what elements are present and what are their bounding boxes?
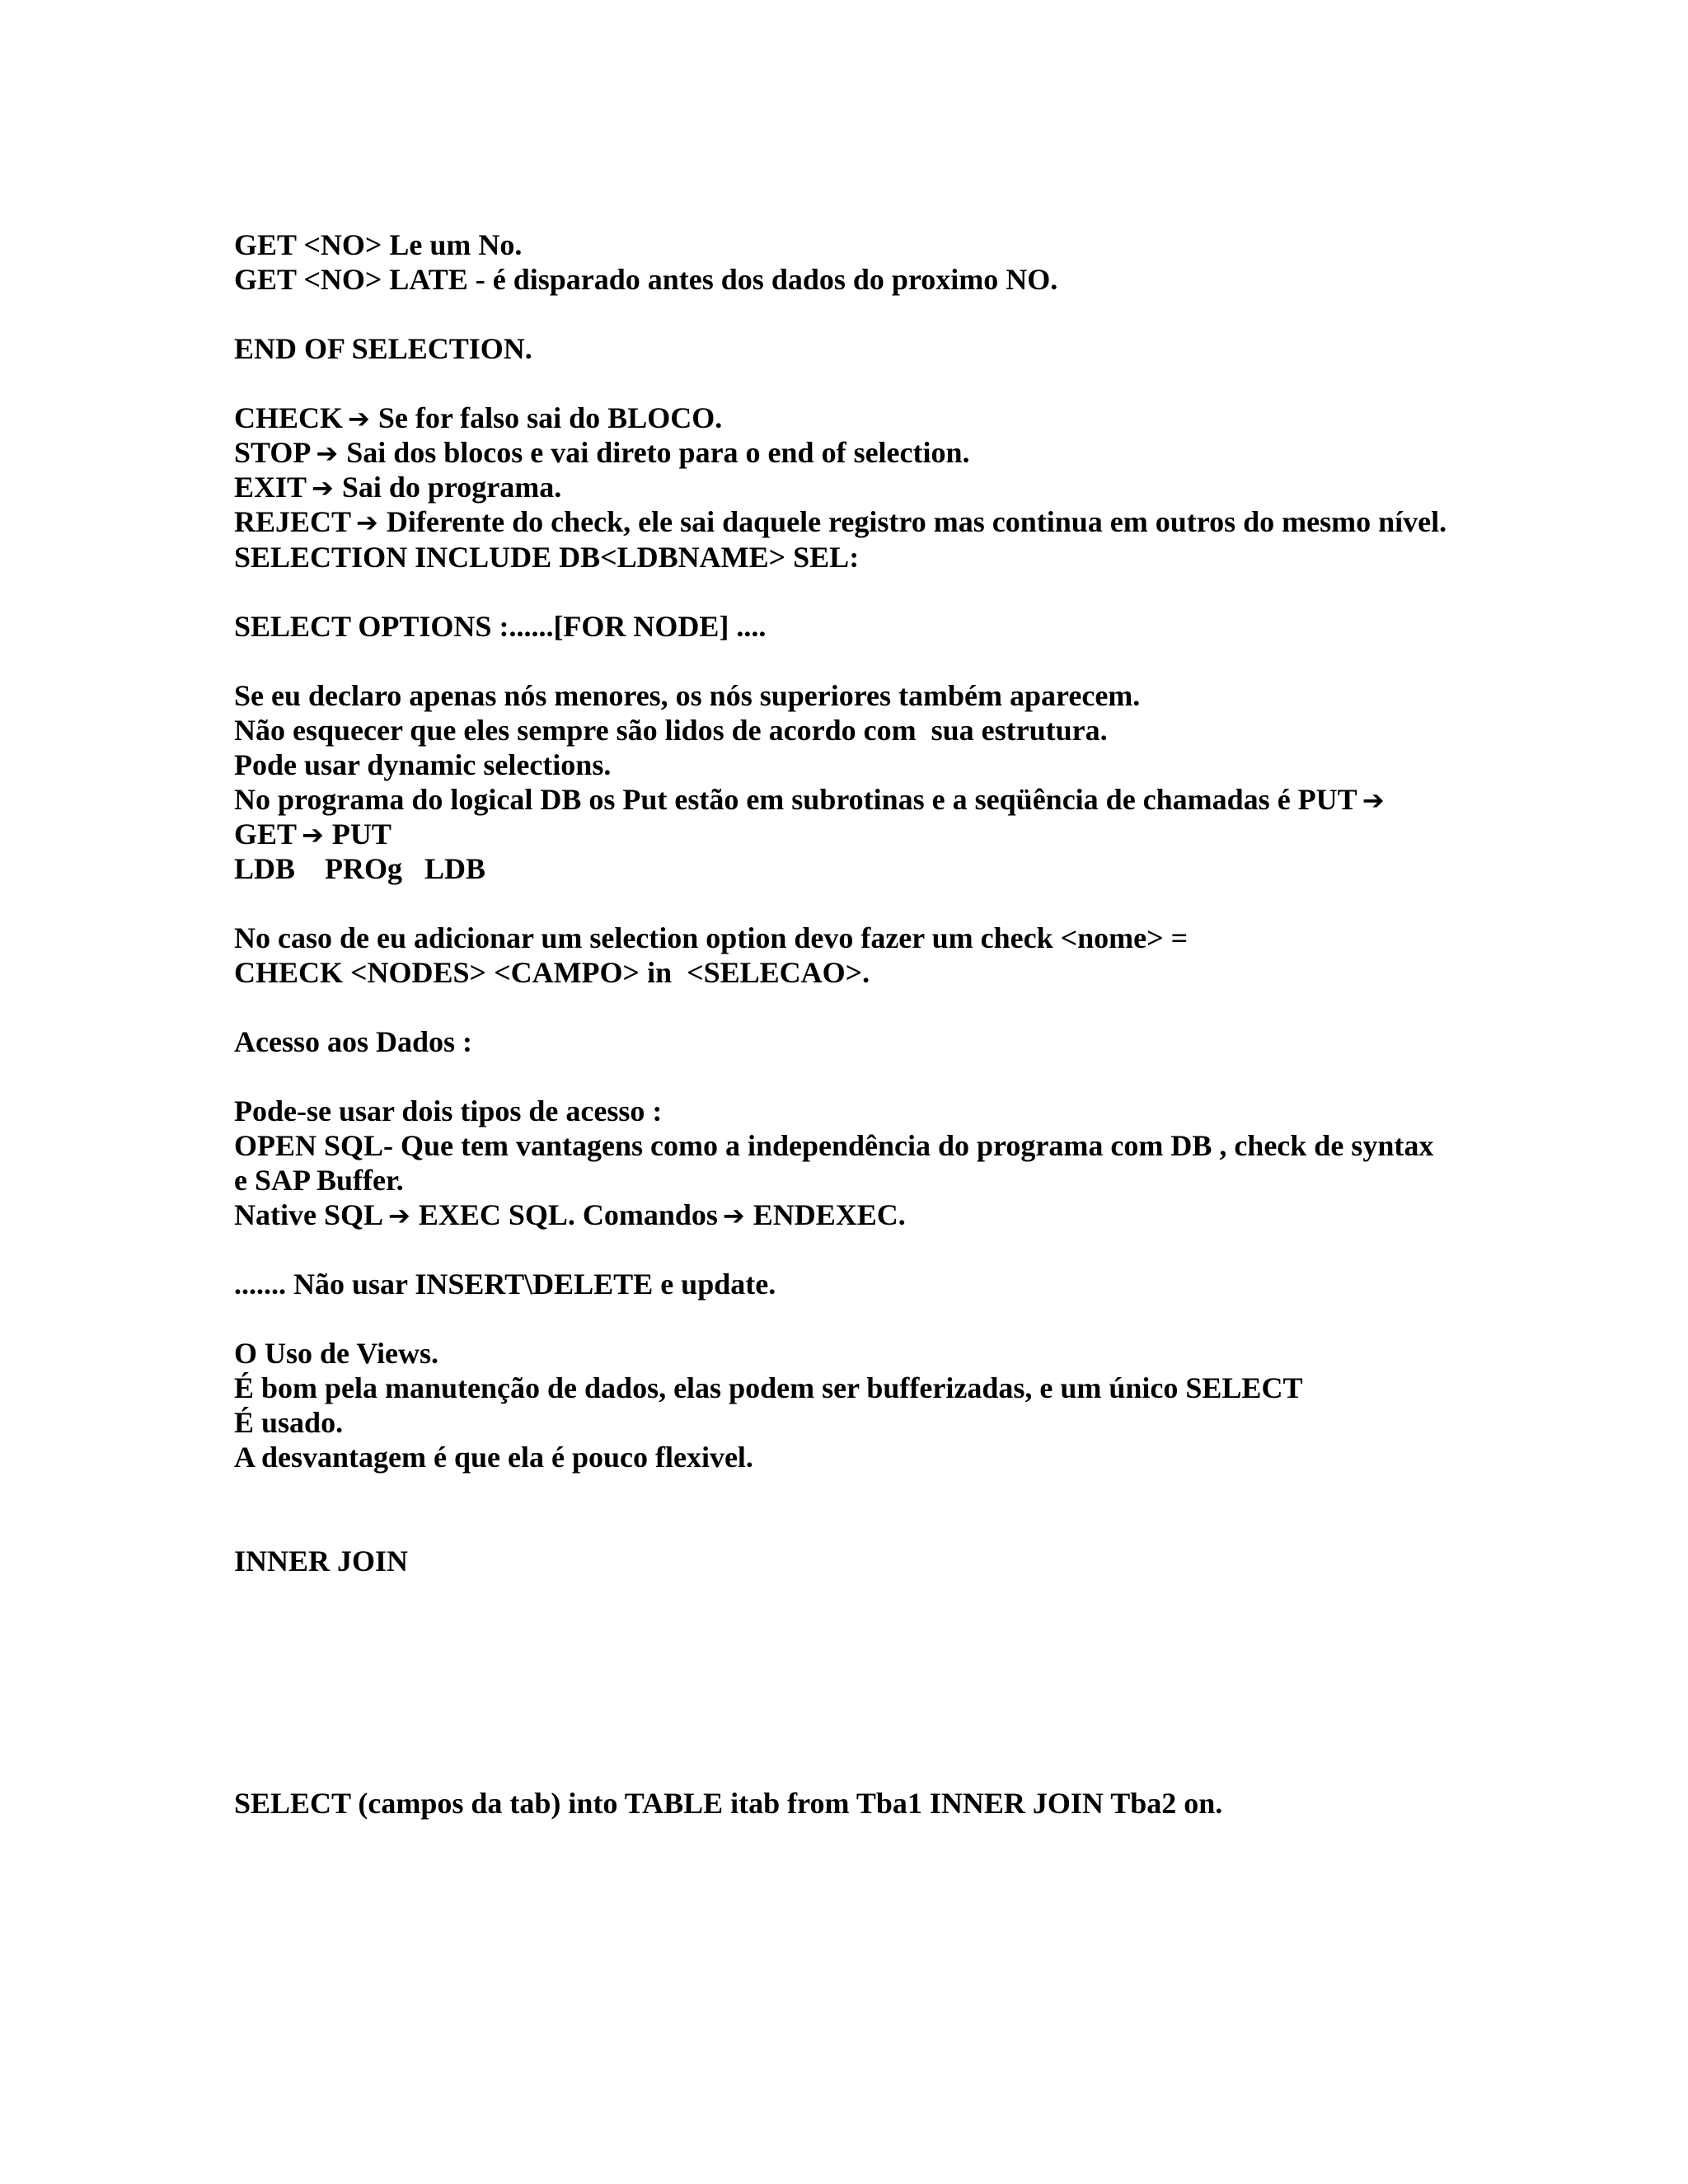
text-line: SELECT OPTIONS :......[FOR NODE] .... [234, 610, 767, 643]
text-line: Pode usar dynamic selections. [234, 748, 612, 781]
text-line [234, 504, 1454, 540]
text-line: CHECK <NODES> <CAMPO> in <SELECAO>. [234, 956, 870, 989]
text-line: ....... Não usar INSERT\DELETE e update. [234, 1268, 776, 1301]
arrow-right-icon: ➔ [356, 507, 378, 538]
text-line: É bom pela manutenção de dados, elas podem ser bufferizadas, e um único SELECT [234, 1371, 1303, 1404]
text-line: SELECT (campos da tab) into TABLE itab from Tba1 INNER JOIN Tba2 on. [234, 1787, 1223, 1820]
description: Sai do programa. [341, 471, 562, 504]
description: EXEC SQL. Comandos [418, 1198, 718, 1231]
text-line: GET <NO> LATE - é disparado antes dos dados do proximo NO. [234, 263, 1058, 296]
text-line: Se eu declaro apenas nós menores, os nós superiores também aparecem. [234, 679, 1141, 712]
keyword: Native SQL [234, 1198, 384, 1231]
arrow-right-icon: ➔ [388, 1200, 410, 1231]
keyword: GET [234, 818, 298, 851]
keyword: ENDEXEC. [753, 1198, 906, 1231]
section-heading: O Uso de Views. [234, 1337, 439, 1370]
description: No programa do logical DB os Put estão em subrotinas e a seqüência de chamadas é PUT [234, 783, 1357, 816]
keyword: EXIT [234, 471, 307, 504]
keyword: PUT [331, 818, 392, 851]
description: Diferente do check, ele sai daquele registro mas continua em outros do mesmo nível. [386, 505, 1447, 538]
text-line [234, 435, 1454, 470]
arrow-right-icon: ➔ [722, 1200, 745, 1231]
text-line: A desvantagem é que ela é pouco flexivel. [234, 1441, 753, 1474]
description: Se for falso sai do BLOCO. [377, 401, 723, 434]
document-page [234, 227, 1454, 1821]
keyword: STOP [234, 436, 312, 469]
text-line: Não esquecer que eles sempre são lidos de acordo com sua estrutura. [234, 714, 1108, 747]
section-heading: INNER JOIN [234, 1544, 409, 1577]
text-line [234, 817, 1454, 851]
text-line: END OF SELECTION. [234, 332, 532, 365]
arrow-right-icon: ➔ [302, 819, 324, 851]
text-line [234, 470, 1454, 504]
text-line: No caso de eu adicionar um selection option devo fazer um check <nome> = [234, 921, 1189, 954]
description: Sai dos blocos e vai direto para o end of selection. [346, 436, 970, 469]
text-line: LDB PROg LDB [234, 852, 486, 885]
text-line [234, 1197, 1454, 1232]
text-line: Pode-se usar dois tipos de acesso : [234, 1094, 663, 1127]
arrow-right-icon: ➔ [1362, 785, 1385, 816]
text-line [234, 401, 1454, 435]
arrow-right-icon: ➔ [348, 403, 370, 434]
arrow-right-icon: ➔ [316, 438, 339, 469]
section-heading: Acesso aos Dados : [234, 1025, 473, 1058]
text-line: É usado. [234, 1406, 344, 1439]
keyword: REJECT [234, 505, 352, 538]
text-line: OPEN SQL- Que tem vantagens como a independência do programa com DB , check de syntax e SAP Buffer. [234, 1129, 1434, 1197]
text-line: GET <NO> Le um No. [234, 228, 523, 261]
arrow-right-icon: ➔ [312, 472, 334, 504]
keyword: CHECK [234, 401, 344, 434]
text-line: SELECTION INCLUDE DB<LDBNAME> SEL: [234, 541, 860, 574]
text-line [234, 782, 1454, 817]
